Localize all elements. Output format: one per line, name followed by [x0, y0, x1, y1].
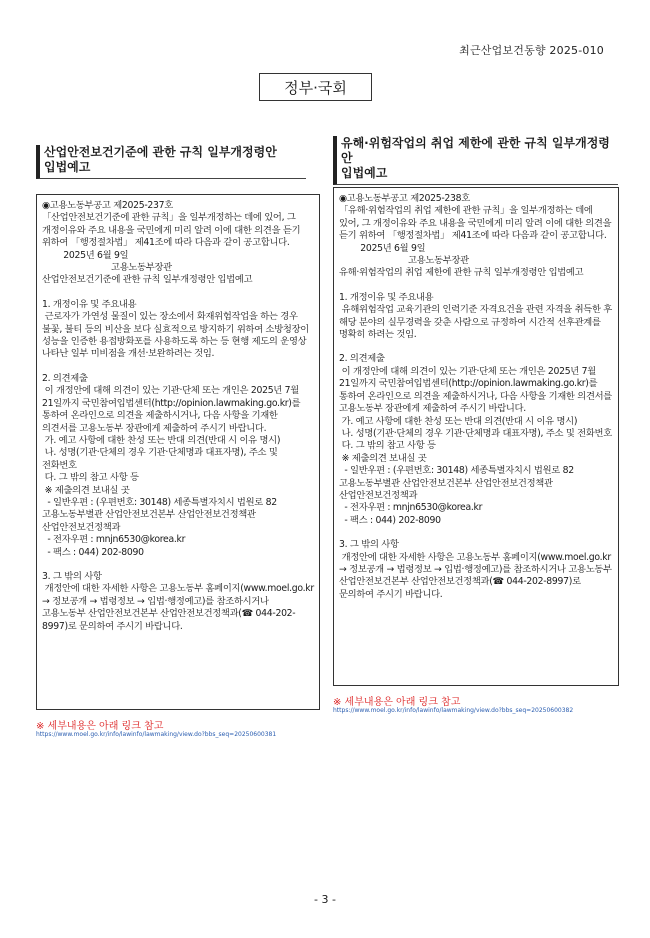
left-detail-link[interactable]: https://www.moel.go.kr/info/lawinfo/lawmaking/view.do?bbs_seq=20250600381: [36, 731, 277, 738]
notice-intro: 「산업안전보건기준에 관한 규칙」을 일부개정하는 데에 있어, 그 개정이유와 주요 내용을 국민에게 미리 알려 이에 대한 의견을 듣기 위하여 「행정절차법」 제41조에 따라 다음과 같이 공고합니다.: [42, 212, 303, 249]
section-title: 정부·국회: [259, 73, 372, 101]
section-2-body: 이 개정안에 대해 의견이 있는 기관·단체 또는 개인은 2025년 7월 21일까지 국민참여입법센터(http://opinion.lawmaking.go.kr)를 통하여 온라인으로 의견을 제출하시거나, 다음 사항을 기재한 의견서를 고용노동부 장관에게 제출하여 주시기 바랍니다.: [42, 385, 303, 434]
section-3-heading: 3. 그 밖의 사항: [339, 539, 399, 551]
section-3-body: 개정안에 대한 자세한 사항은 고용노동부 홈페이지(www.moel.go.kr → 정보공개 → 법령정보 → 입법·행정예고)를 참조하시거나 고용노동부 산업안전보건본부 산업안전보건정책과(☎ 044-202-8997)로 문의하여 주시기 바랍니다.: [339, 551, 615, 600]
section-2-fax: - 팩스 : 044) 202-8090: [339, 514, 441, 526]
notice-issuer: 고용노동부장관: [339, 255, 469, 267]
notice-bill: 유해·위험작업의 취업 제한에 관한 규칙 일부개정령안 입법예고: [339, 267, 584, 279]
section-2-heading: 2. 의견제출: [339, 353, 385, 365]
section-1-body: 유해위험작업 교육기관의 인력기준 자격요건을 관련 자격을 취득한 후 해당 분야의 실무경력을 갖춘 사람으로 규정하여 시간적 선후관계를 명확히 하려는 것임.: [339, 304, 615, 341]
section-1-heading: 1. 개정이유 및 주요내용: [42, 298, 137, 310]
notice-intro: 「유해·위험작업의 취업 제한에 관한 규칙」을 일부개정하는 데에 있어, 그 개정이유와 주요 내용을 국민에게 미리 알려 이에 대한 의견을 듣기 위하여 「행정절차법」 제41조에 따라 다음과 같이 공고합니다.: [339, 205, 614, 242]
section-2-fax: - 팩스 : 044) 202-8090: [42, 546, 144, 558]
section-2-item-b: 나. 성명(기관·단체의 경우 기관·단체명과 대표자명), 주소 및 전화번호: [42, 447, 281, 471]
page-number: - 3 -: [314, 893, 336, 906]
left-title-line-1: 산업안전보건기준에 관한 규칙 일부개정령안: [44, 145, 277, 159]
section-1-heading: 1. 개정이유 및 주요내용: [339, 291, 434, 303]
section-2-post: - 일반우편 : (우편번호: 30148) 세종특별자치시 법원로 82 고용노동부별관 산업안전보건본부 산업안전보건정책관 산업안전보건정책과: [339, 465, 577, 501]
section-2-body: 이 개정안에 대해 의견이 있는 기관·단체 또는 개인은 2025년 7월 21일까지 국민참여입법센터(http://opinion.lawmaking.go.kr)를 통하여 온라인으로 의견을 제출하시거나, 다음 사항을 기재한 의견서를 고용노동부 장관에게 제출하여 주시기 바랍니다.: [339, 365, 615, 415]
right-see-more-note: ※ 세부내용은 아래 링크 참고: [333, 697, 461, 708]
section-2-heading: 2. 의견제출: [42, 372, 88, 384]
notice-number: ◉고용노동부공고 제2025-238호: [339, 193, 470, 204]
section-2-item-c: 다. 그 밖의 참고 사항 등: [339, 440, 436, 452]
report-header: 최근산업보건동향 2025-010: [459, 44, 604, 57]
right-detail-link[interactable]: https://www.moel.go.kr/info/lawinfo/lawmaking/view.do?bbs_seq=20250600382: [333, 707, 574, 714]
section-3-heading: 3. 그 밖의 사항: [42, 570, 102, 582]
section-1-body: 근로자가 가연성 물질이 있는 장소에서 화재위험작업을 하는 경우 불꽃, 불티 등의 비산을 보다 실효적으로 방지하기 위하여 소방청장이 성능을 인증한 용접방화포를 사용하도록 하는 등 현행 제도의 운영상 나타난 일부 미비점을 개선·보완하려는 것임.: [42, 311, 312, 360]
right-title-line-1: 유해·위험작업의 취업 제한에 관한 규칙 일부개정령안: [341, 136, 610, 165]
section-2-submit: ※ 제출의견 보내실 곳: [339, 452, 427, 464]
section-2-item-c: 다. 그 밖의 참고 사항 등: [42, 472, 139, 484]
section-2-submit: ※ 제출의견 보내실 곳: [42, 484, 130, 496]
left-article-title: [36, 145, 306, 179]
section-2-email: - 전자우편 : mnjn6530@korea.kr: [42, 534, 186, 546]
section-2-post: - 일반우편 : (우편번호: 30148) 세종특별자치시 법원로 82 고용노동부별관 산업안전보건본부 산업안전보건정책관 산업안전보건정책과: [42, 496, 280, 533]
notice-issuer: 고용노동부장관: [42, 262, 172, 274]
notice-number: ◉고용노동부공고 제2025-237호: [42, 200, 173, 211]
left-see-more-note: ※ 세부내용은 아래 링크 참고: [36, 721, 164, 732]
right-article-title: [333, 136, 618, 185]
notice-date: 2025년 6월 9일: [339, 242, 426, 254]
section-2-item-a: 가. 예고 사항에 대한 찬성 또는 반대 의견(반대 시 이유 명시): [42, 434, 281, 446]
notice-bill: 산업안전보건기준에 관한 규칙 일부개정령안 입법예고: [42, 274, 253, 286]
section-2-email: - 전자우편 : mnjn6530@korea.kr: [339, 502, 483, 514]
left-title-line-2: 입법예고: [44, 160, 91, 174]
right-notice-box: [333, 187, 619, 686]
section-3-body: 개정안에 대한 자세한 사항은 고용노동부 홈페이지(www.moel.go.kr → 정보공개 → 법령정보 → 입법·행정예고)를 참조하시거나 고용노동부 산업안전보건본부 산업안전보건정책과(☎ 044-202-8997)로 문의하여 주시기 바랍니다.: [42, 583, 317, 632]
left-notice-box: [36, 194, 320, 710]
right-title-line-2: 입법예고: [341, 166, 388, 180]
section-2-item-a: 가. 예고 사항에 대한 찬성 또는 반대 의견(반대 시 이유 명시): [339, 415, 578, 427]
section-2-item-b: 나. 성명(기관·단체의 경우 기관·단체명과 대표자명), 주소 및 전화번호: [339, 427, 612, 439]
notice-date: 2025년 6월 9일: [42, 249, 129, 261]
